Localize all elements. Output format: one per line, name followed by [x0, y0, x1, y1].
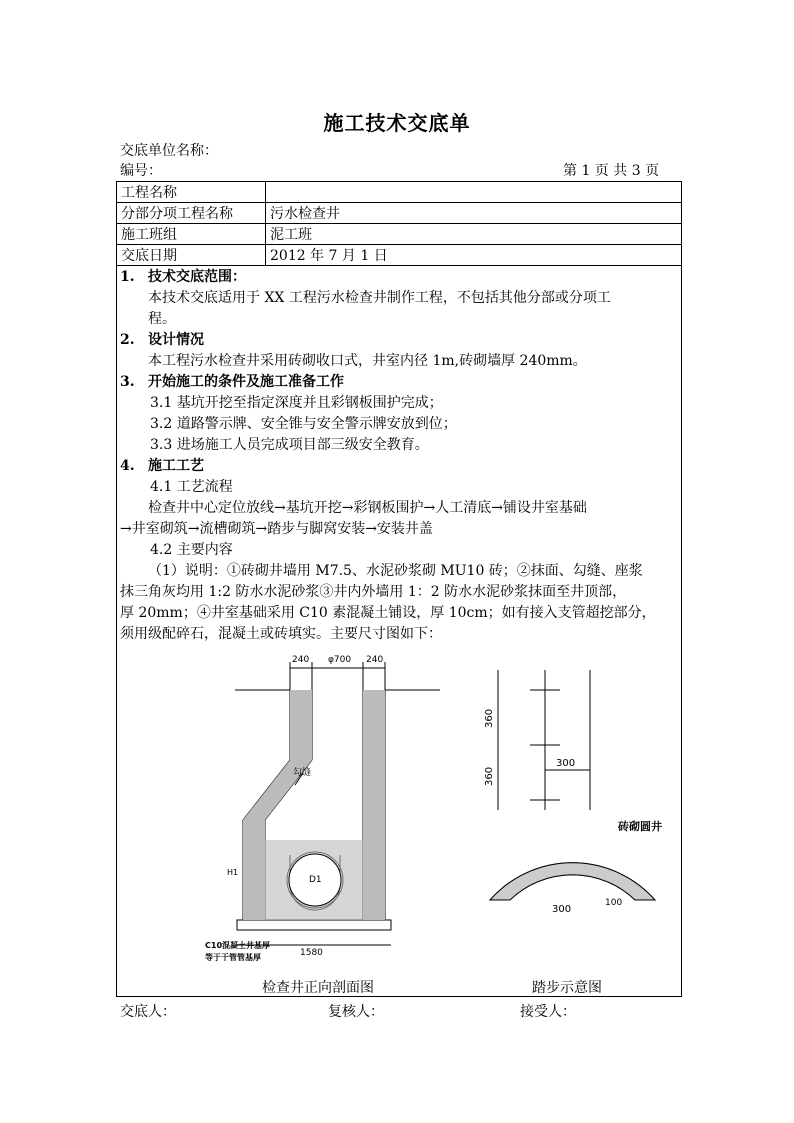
row-key: 分部分项工程名称 [117, 203, 266, 224]
dim-240-left: 240 [292, 655, 310, 665]
section-2-text: 本工程污水检查井采用砖砌收口式，井室内径 1m,砖砌墙厚 240mm。 [148, 353, 587, 369]
dim-240-right: 240 [366, 655, 384, 665]
label-brick-well: 砖砌圆井 [618, 820, 662, 833]
step-detail-drawing [480, 660, 665, 925]
base-note-2: 等于干管管基厚 [205, 953, 261, 962]
right-figure-caption: 踏步示意图 [532, 980, 602, 996]
reviewer-label: 复核人： [328, 1004, 384, 1020]
row-key: 施工班组 [117, 224, 266, 245]
section-3-item-2: 3.2 道路警示牌、安全锥与安全警示牌安放到位； [150, 416, 457, 432]
dim-1580: 1580 [300, 948, 323, 958]
description-line-2: 抹三角灰均用 1:2 防水水泥砂浆③井内外墙用 1：2 防水水泥砂浆抹面至井顶部， [120, 584, 627, 600]
dim-360-top: 360 [484, 708, 495, 728]
document-title: 施工技术交底单 [323, 111, 471, 135]
section-3-item-3: 3.3 进场施工人员完成项目部三级安全教育。 [150, 437, 429, 453]
section-3-heading: 3. 开始施工的条件及施工准备工作 [120, 374, 344, 390]
info-table [116, 181, 682, 266]
row-key: 工程名称 [117, 182, 266, 203]
table-row [117, 245, 682, 266]
label-joint: 勾缝 [293, 768, 312, 778]
row-value [266, 182, 682, 203]
dim-700: φ700 [328, 655, 352, 665]
page-info: 第 1 页 共 3 页 [563, 163, 660, 179]
section-4-1: 4.1 工艺流程 [150, 479, 233, 495]
process-flow-line-2: →井室砌筑→流槽砌筑→踏步与脚窝安装→安装井盖 [120, 521, 433, 537]
process-flow-line-1: 检查井中心定位放线→基坑开挖→彩钢板围护→人工清底→铺设井室基础 [148, 500, 587, 516]
row-value: 泥工班 [266, 224, 682, 245]
left-figure-caption: 检查井正向剖面图 [262, 980, 374, 996]
section-4-heading: 4. 施工工艺 [120, 458, 204, 474]
section-1-text-cont: 程。 [148, 311, 176, 327]
table-row [117, 203, 682, 224]
description-line-3: 厚 20mm；④井室基础采用 C10 素混凝土铺设，厚 10cm；如有接入支管超挖部分， [120, 605, 656, 621]
label-d1: D1 [309, 875, 322, 885]
row-value: 污水检查井 [266, 203, 682, 224]
table-row [117, 182, 682, 203]
unit-name-label: 交底单位名称： [120, 143, 218, 159]
base-note-1: C10混凝土井基厚 [205, 941, 271, 950]
description-line-4: 须用级配碎石，混凝土或砖填实。主要尺寸图如下： [120, 626, 442, 642]
serial-number-label: 编号： [120, 163, 162, 179]
dim-300-top: 300 [556, 758, 576, 769]
section-1-heading: 1. 技术交底范围： [120, 269, 246, 285]
manhole-section-drawing [205, 650, 455, 975]
section-4-2: 4.2 主要内容 [150, 542, 233, 558]
description-line-1: （1）说明：①砖砌井墙用 M7.5、水泥砂浆砌 MU10 砖；②抹面、勾缝、座浆 [148, 563, 643, 579]
section-1-text: 本技术交底适用于 XX 工程污水检查井制作工程，不包括其他分部或分项工 [148, 290, 611, 306]
table-row [117, 224, 682, 245]
label-h1: H1 [227, 868, 239, 877]
row-key: 交底日期 [117, 245, 266, 266]
presenter-label: 交底人： [120, 1004, 176, 1020]
receiver-label: 接受人： [520, 1004, 576, 1020]
dim-360-bottom: 360 [484, 766, 495, 786]
section-2-heading: 2. 设计情况 [120, 332, 204, 348]
dim-300-bottom: 300 [552, 904, 572, 915]
row-value: 2012 年 7 月 1 日 [266, 245, 682, 266]
dim-100: 100 [605, 898, 623, 908]
section-3-item-1: 3.1 基坑开挖至指定深度并且彩钢板围护完成； [150, 395, 443, 411]
